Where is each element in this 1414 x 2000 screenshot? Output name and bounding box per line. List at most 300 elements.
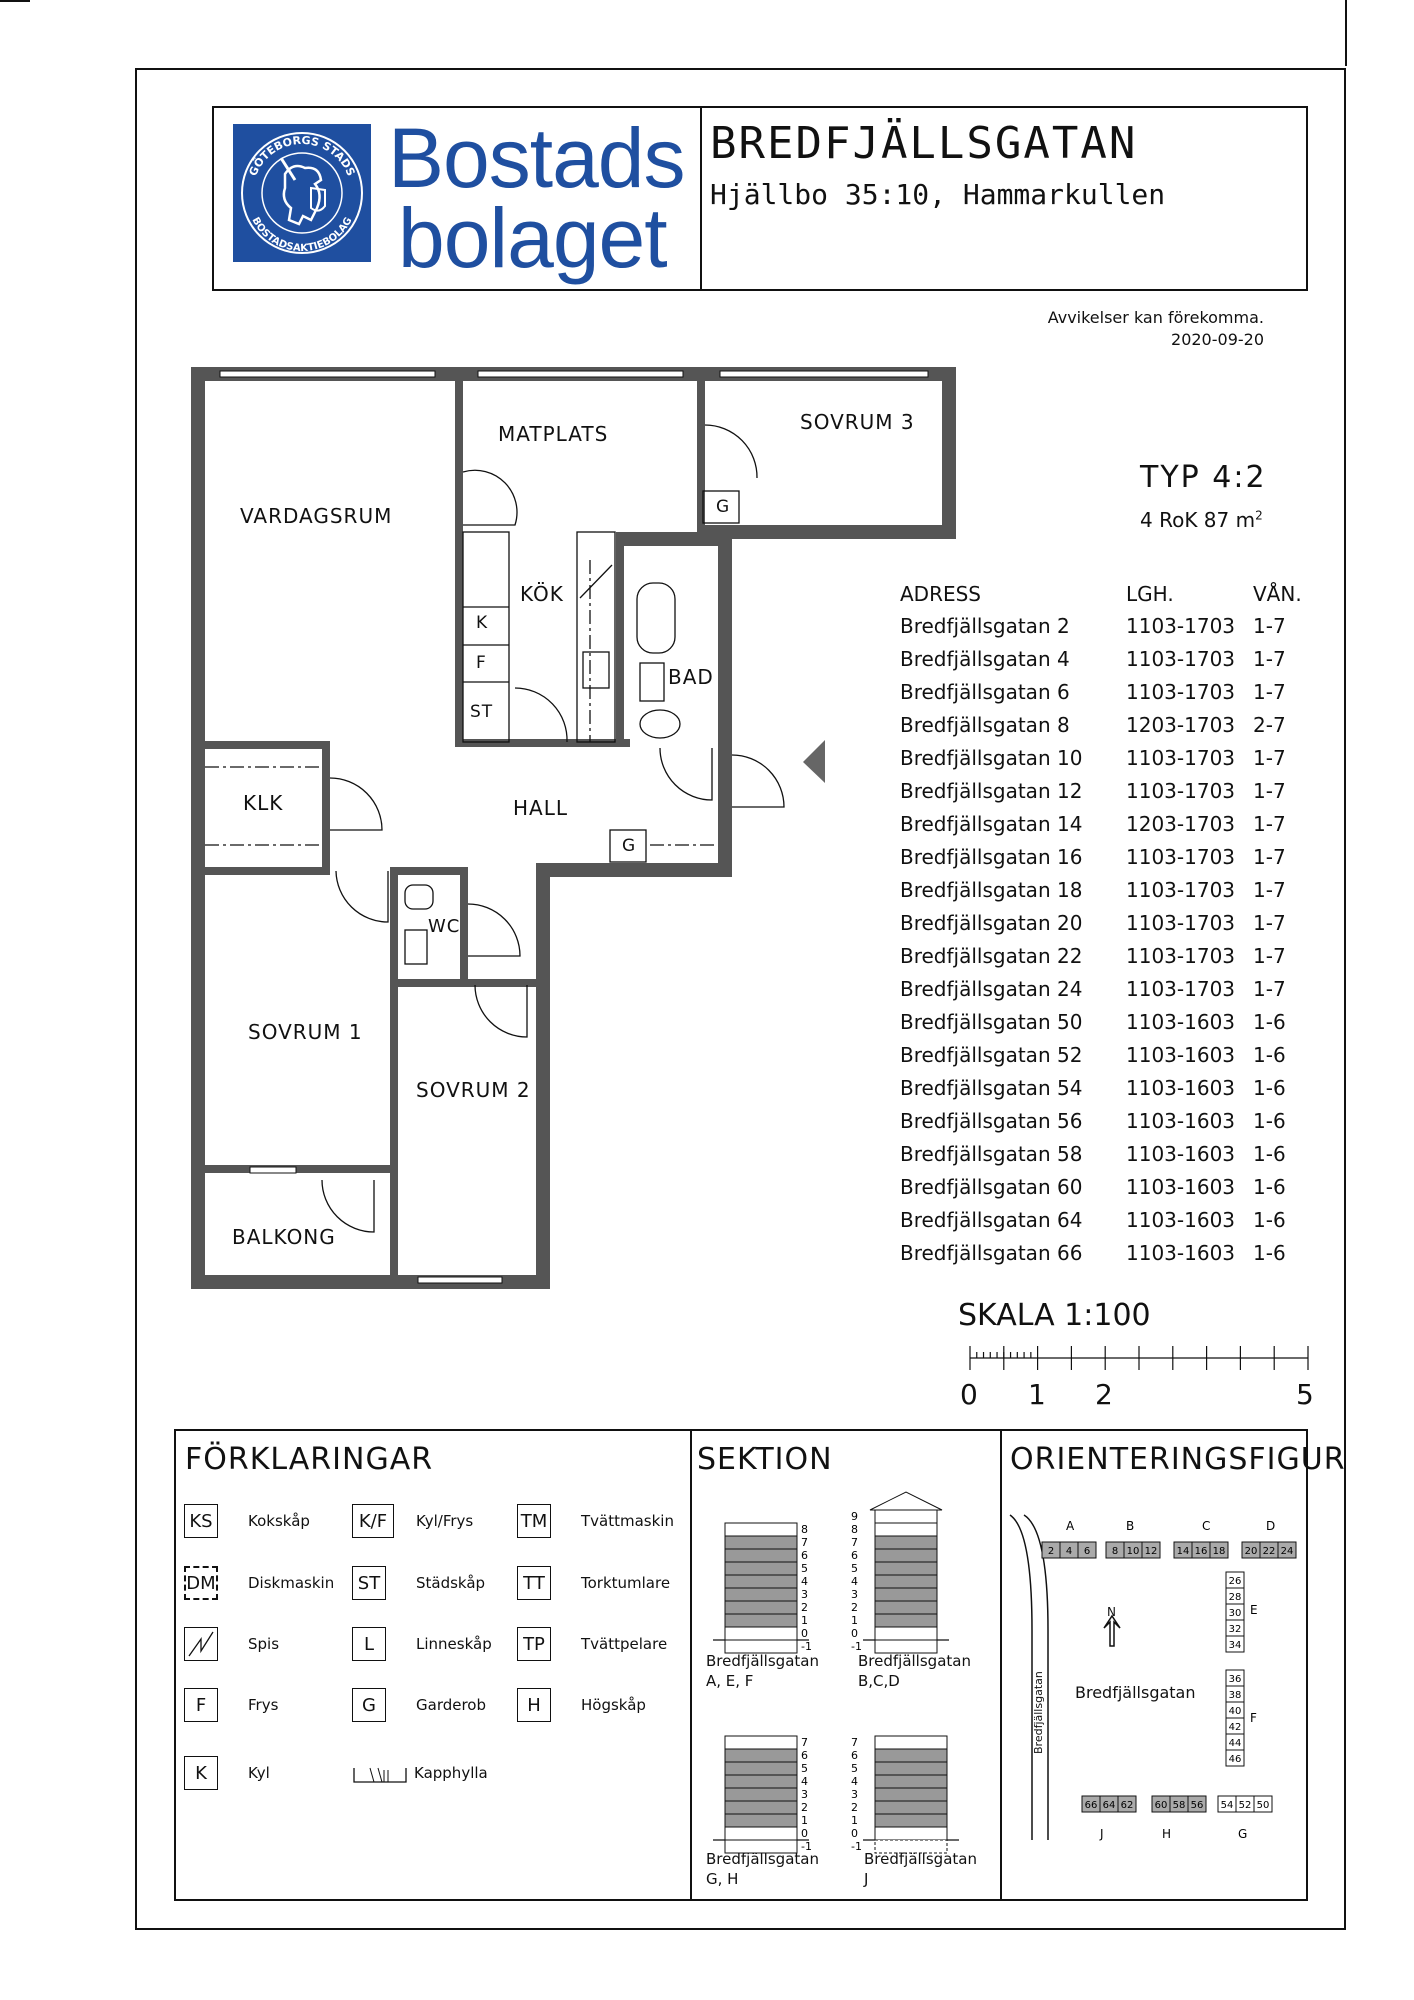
seal-bottom-text: BOSTADSAKTIEBOLAG — [249, 215, 355, 255]
table-row — [900, 911, 1320, 944]
section-floor-number: 2 — [801, 1601, 808, 1614]
floor-range-cell: 1-6 — [1253, 1043, 1286, 1067]
apartment-range-cell: 1103-1703 — [1126, 647, 1236, 671]
building-number: 8 — [1111, 1546, 1119, 1557]
table-header-row — [900, 582, 1320, 614]
building-number: 22 — [1262, 1546, 1276, 1557]
legend-symbol: TT — [517, 1566, 551, 1600]
legend-label: Kyl — [248, 1764, 270, 1782]
legend-symbol: H — [517, 1688, 551, 1722]
section-floor — [875, 1827, 947, 1840]
section-floor-number: 6 — [851, 1749, 858, 1762]
street-title: BREDFJÄLLSGATAN — [710, 118, 1138, 169]
section-floor-number: -1 — [851, 1640, 862, 1653]
section-floor-number: 5 — [851, 1762, 858, 1775]
table-row — [900, 1010, 1320, 1043]
floor-range-cell: 1-7 — [1253, 911, 1286, 935]
legend-symbol — [184, 1627, 218, 1661]
table-row — [900, 680, 1320, 713]
block-letter: G — [1238, 1827, 1248, 1841]
wall — [718, 532, 732, 877]
floor-range-cell: 1-7 — [1253, 944, 1286, 968]
wall — [616, 532, 624, 747]
block-letter: D — [1266, 1519, 1276, 1533]
apartment-range-cell: 1103-1703 — [1126, 779, 1236, 803]
section-floor-number: 5 — [851, 1562, 858, 1575]
section-floor — [875, 1575, 937, 1588]
section-floor-number: 1 — [801, 1614, 808, 1627]
window — [720, 371, 928, 377]
deviation-notice: Avvikelser kan förekomma. — [1047, 308, 1264, 327]
building-number: 66 — [1084, 1800, 1098, 1811]
section-floor — [725, 1775, 797, 1788]
scale-label: SKALA 1:100 — [958, 1298, 1151, 1333]
building-number: 30 — [1228, 1608, 1242, 1619]
section-floor-number: 4 — [801, 1775, 808, 1788]
legend-label: Tvättpelare — [581, 1635, 668, 1653]
section-floor-number: 5 — [801, 1762, 808, 1775]
floor-range-cell: 1-7 — [1253, 779, 1286, 803]
section-floor — [875, 1749, 947, 1762]
floor-range-cell: 2-7 — [1253, 713, 1286, 737]
apartment-range-cell: 1103-1603 — [1126, 1241, 1236, 1265]
section-g-sub: G, H — [706, 1870, 739, 1888]
wall — [455, 367, 463, 747]
legend-symbol: KS — [184, 1504, 218, 1538]
toilet — [640, 710, 680, 738]
legend-symbol: TM — [517, 1504, 551, 1538]
section-floor — [875, 1788, 947, 1801]
scale-tick-0: 0 — [960, 1378, 978, 1411]
legend-symbol: L — [352, 1627, 386, 1661]
table-header-lgh: LGH. — [1126, 582, 1174, 606]
wall — [697, 367, 705, 532]
address-cell: Bredfjällsgatan 20 — [900, 911, 1083, 935]
kitchen-counter-opposite — [577, 532, 615, 742]
scale-tick-5: 5 — [1296, 1378, 1314, 1411]
apartment-range-cell: 1103-1703 — [1126, 614, 1236, 638]
building-number: 34 — [1228, 1640, 1242, 1651]
floor-range-cell: 1-6 — [1253, 1010, 1286, 1034]
address-cell: Bredfjällsgatan 54 — [900, 1076, 1083, 1100]
room-bad: BAD — [668, 665, 714, 689]
section-floor-number: 0 — [851, 1627, 858, 1640]
section-floor — [875, 1523, 937, 1536]
apartment-range-cell: 1103-1603 — [1126, 1076, 1236, 1100]
block-letter: J — [1100, 1827, 1104, 1841]
building-number: 54 — [1220, 1800, 1234, 1811]
table-row — [900, 1175, 1320, 1208]
legend-label: Torktumlare — [581, 1574, 671, 1592]
door — [330, 778, 382, 830]
address-cell: Bredfjällsgatan 6 — [900, 680, 1070, 704]
section-floor — [875, 1549, 937, 1562]
address-cell: Bredfjällsgatan 22 — [900, 944, 1083, 968]
section-floor — [725, 1549, 797, 1562]
floor-range-cell: 1-7 — [1253, 680, 1286, 704]
wc-toilet — [405, 885, 433, 909]
legend-symbol: F — [184, 1688, 218, 1722]
building-number: 56 — [1190, 1800, 1204, 1811]
orientation-title: ORIENTERINGSFIGUR — [1010, 1442, 1346, 1477]
building-number: 38 — [1228, 1690, 1242, 1701]
room-klk: KLK — [243, 791, 284, 815]
wall — [536, 863, 732, 877]
orientation-side-street-label: Bredfjällsgatan — [1032, 1671, 1045, 1754]
section-floor — [725, 1614, 797, 1627]
address-cell: Bredfjällsgatan 14 — [900, 812, 1083, 836]
apartment-range-cell: 1103-1703 — [1126, 878, 1236, 902]
section-a-name: Bredfjällsgatan — [706, 1652, 819, 1670]
wall — [205, 741, 330, 749]
wall — [616, 532, 732, 546]
table-row — [900, 845, 1320, 878]
wc-basin — [405, 930, 427, 964]
window — [478, 371, 683, 377]
section-floor-number: 6 — [851, 1549, 858, 1562]
building-number: 32 — [1228, 1624, 1242, 1635]
section-floor-number: 1 — [851, 1614, 858, 1627]
section-floor-number: 3 — [851, 1588, 858, 1601]
section-floor-number: 6 — [801, 1549, 808, 1562]
washbasin — [640, 663, 664, 701]
building-number: 16 — [1194, 1546, 1208, 1557]
section-floor-number: 0 — [851, 1827, 858, 1840]
building-number: 42 — [1228, 1722, 1242, 1733]
floor-range-cell: 1-7 — [1253, 977, 1286, 1001]
legend-symbol: K — [184, 1756, 218, 1790]
legend-symbol: TP — [517, 1627, 551, 1661]
table-row — [900, 878, 1320, 911]
section-floor — [725, 1588, 797, 1601]
room-sovrum1: SOVRUM 1 — [248, 1020, 363, 1044]
section-floor — [725, 1601, 797, 1614]
seal-top-text: GÖTEBORGS STADS — [246, 133, 358, 178]
apartment-range-cell: 1203-1703 — [1126, 713, 1236, 737]
door — [336, 871, 388, 922]
door — [468, 904, 520, 956]
room-wc: WC — [428, 916, 461, 937]
section-j-name: Bredfjällsgatan — [864, 1850, 977, 1868]
section-floor — [725, 1749, 797, 1762]
section-a-sub: A, E, F — [706, 1672, 754, 1690]
address-cell: Bredfjällsgatan 8 — [900, 713, 1070, 737]
table-row — [900, 1142, 1320, 1175]
address-cell: Bredfjällsgatan 58 — [900, 1142, 1083, 1166]
section-floor — [875, 1562, 937, 1575]
section-floor-number: 0 — [801, 1827, 808, 1840]
floor-range-cell: 1-6 — [1253, 1076, 1286, 1100]
section-floor-number: 4 — [851, 1575, 858, 1588]
table-row — [900, 746, 1320, 779]
window — [250, 1167, 296, 1173]
floor-range-cell: 1-7 — [1253, 812, 1286, 836]
apartment-range-cell: 1103-1703 — [1126, 680, 1236, 704]
legend-label: Frys — [248, 1696, 279, 1714]
apartment-range-cell: 1203-1703 — [1126, 812, 1236, 836]
scale-bar — [960, 1338, 1320, 1378]
door — [660, 748, 712, 800]
floor-range-cell: 1-6 — [1253, 1208, 1286, 1232]
section-floor — [725, 1801, 797, 1814]
section-floor-number: -1 — [801, 1640, 812, 1653]
section-floor-number: 8 — [801, 1523, 808, 1536]
section-floor — [875, 1801, 947, 1814]
door — [475, 985, 527, 1037]
section-j-sub: J — [864, 1870, 869, 1888]
stove-icon — [186, 1629, 216, 1659]
section-floor — [875, 1736, 947, 1749]
table-row — [900, 977, 1320, 1010]
apartment-range-cell: 1103-1703 — [1126, 944, 1236, 968]
wall — [536, 863, 550, 1289]
table-row — [900, 779, 1320, 812]
building-number: 60 — [1154, 1800, 1168, 1811]
room-vardagsrum: VARDAGSRUM — [240, 504, 393, 528]
apartment-range-cell: 1103-1703 — [1126, 746, 1236, 770]
wall — [322, 741, 330, 871]
table-row — [900, 647, 1320, 680]
north-label: N — [1107, 1605, 1116, 1619]
section-b-name: Bredfjällsgatan — [858, 1652, 971, 1670]
section-floor — [875, 1536, 937, 1549]
section-floor — [725, 1736, 797, 1749]
room-sovrum2: SOVRUM 2 — [416, 1078, 531, 1102]
orientation-street-label: Bredfjällsgatan — [1075, 1683, 1196, 1702]
building-number: 36 — [1228, 1674, 1242, 1685]
floor-range-cell: 1-7 — [1253, 878, 1286, 902]
address-cell: Bredfjällsgatan 16 — [900, 845, 1083, 869]
section-floor — [875, 1601, 937, 1614]
wall — [205, 1165, 390, 1173]
floor-range-cell: 1-7 — [1253, 647, 1286, 671]
address-cell: Bredfjällsgatan 60 — [900, 1175, 1083, 1199]
table-row — [900, 1208, 1320, 1241]
section-floor-number: 1 — [801, 1814, 808, 1827]
fixture-garderob-hall: G — [622, 836, 637, 856]
apartment-range-cell: 1103-1603 — [1126, 1175, 1236, 1199]
section-floor — [725, 1627, 797, 1640]
block-letter: A — [1066, 1519, 1075, 1533]
building-number: 4 — [1065, 1546, 1073, 1557]
room-matplats: MATPLATS — [498, 422, 609, 446]
table-row — [900, 1109, 1320, 1142]
table-header-adress: ADRESS — [900, 582, 982, 606]
fixture-kyl: K — [476, 613, 489, 633]
wall — [460, 867, 468, 987]
wall — [398, 867, 468, 875]
legend-label: Linneskåp — [416, 1635, 492, 1653]
floor-range-cell: 1-6 — [1253, 1109, 1286, 1133]
building-number: 6 — [1083, 1546, 1091, 1557]
address-cell: Bredfjällsgatan 4 — [900, 647, 1070, 671]
room-balkong: BALKONG — [232, 1225, 336, 1249]
logo-word-bostads: Bostads — [388, 111, 685, 205]
address-table — [900, 582, 1320, 1274]
section-floor-number: 0 — [801, 1627, 808, 1640]
legend-symbol: G — [352, 1688, 386, 1722]
table-row — [900, 944, 1320, 977]
unit-type: TYP 4:2 — [1140, 460, 1267, 495]
block-letter: C — [1202, 1519, 1211, 1533]
section-floor — [875, 1588, 937, 1601]
building-number: 12 — [1144, 1546, 1158, 1557]
address-cell: Bredfjällsgatan 50 — [900, 1010, 1083, 1034]
wall — [390, 867, 398, 1275]
section-floor-number: 7 — [851, 1536, 858, 1549]
unit-size-value: 4 RoK 87 m — [1140, 508, 1256, 532]
building-number: 46 — [1228, 1754, 1242, 1765]
building-number: 58 — [1172, 1800, 1186, 1811]
fixture-garderob-sovrum3: G — [716, 497, 731, 517]
unit-size-superscript: 2 — [1255, 508, 1263, 523]
building-number: 52 — [1238, 1800, 1252, 1811]
room-hall: HALL — [513, 796, 569, 820]
wall — [700, 525, 956, 539]
north-arrow-icon — [1104, 1616, 1120, 1646]
sink — [583, 652, 609, 688]
section-floor-number: 3 — [851, 1788, 858, 1801]
building-number: 10 — [1126, 1546, 1140, 1557]
block-letter: E — [1250, 1603, 1258, 1617]
bathtub — [637, 583, 675, 653]
address-cell: Bredfjällsgatan 24 — [900, 977, 1083, 1001]
apartment-range-cell: 1103-1603 — [1126, 1109, 1236, 1133]
legend-symbol: ST — [352, 1566, 386, 1600]
address-cell: Bredfjällsgatan 66 — [900, 1241, 1083, 1265]
floor-range-cell: 1-7 — [1253, 614, 1286, 638]
building-number: 18 — [1212, 1546, 1226, 1557]
legend-symbol — [352, 1756, 408, 1790]
wall — [455, 739, 630, 747]
section-b-sub: B,C,D — [858, 1672, 900, 1690]
section-floor-number: -1 — [801, 1840, 812, 1853]
section-floor — [875, 1762, 947, 1775]
section-floor — [725, 1814, 797, 1827]
floor-range-cell: 1-6 — [1253, 1175, 1286, 1199]
section-floor-number: 9 — [851, 1510, 858, 1523]
building-number: 24 — [1280, 1546, 1294, 1557]
scale-tick-2: 2 — [1095, 1378, 1113, 1411]
section-floor-number: 8 — [851, 1523, 858, 1536]
wall — [191, 367, 205, 1289]
floor-range-cell: 1-7 — [1253, 746, 1286, 770]
legend-label: Diskmaskin — [248, 1574, 335, 1592]
building-number: 50 — [1256, 1800, 1270, 1811]
building-number: 40 — [1228, 1706, 1242, 1717]
building-number: 44 — [1228, 1738, 1242, 1749]
section-floor-number: 4 — [851, 1775, 858, 1788]
building-number: 28 — [1228, 1592, 1242, 1603]
address-cell: Bredfjällsgatan 52 — [900, 1043, 1083, 1067]
building-number: 14 — [1176, 1546, 1190, 1557]
door — [463, 470, 517, 525]
floor-range-cell: 1-7 — [1253, 845, 1286, 869]
table-row — [900, 1043, 1320, 1076]
building-number: 64 — [1102, 1800, 1116, 1811]
wall — [205, 867, 330, 875]
address-cell: Bredfjällsgatan 64 — [900, 1208, 1083, 1232]
fixture-frys: F — [476, 653, 487, 673]
drawing-date: 2020-09-20 — [1171, 330, 1264, 349]
section-floor-number: 2 — [801, 1801, 808, 1814]
section-floor — [725, 1827, 797, 1840]
legend-symbol: DM — [184, 1566, 218, 1600]
section-roof — [870, 1492, 942, 1510]
section-floor-number: 6 — [801, 1749, 808, 1762]
table-header-van: VÅN. — [1253, 582, 1302, 606]
floor-range-cell: 1-6 — [1253, 1241, 1286, 1265]
section-floor-number: 5 — [801, 1562, 808, 1575]
legend-label: Kokskåp — [248, 1512, 310, 1530]
section-floor-number: 2 — [851, 1601, 858, 1614]
section-floor — [875, 1614, 937, 1627]
section-floor-number: 7 — [851, 1736, 858, 1749]
legend-label: Garderob — [416, 1696, 487, 1714]
building-number: 62 — [1120, 1800, 1134, 1811]
section-g-name: Bredfjällsgatan — [706, 1850, 819, 1868]
table-row — [900, 713, 1320, 746]
table-row — [900, 1076, 1320, 1109]
table-row — [900, 614, 1320, 647]
room-kok: KÖK — [520, 582, 564, 606]
door — [515, 688, 567, 742]
floor-range-cell: 1-6 — [1253, 1142, 1286, 1166]
address-cell: Bredfjällsgatan 12 — [900, 779, 1083, 803]
door — [705, 425, 757, 478]
wall — [942, 367, 956, 539]
logo-word-bolaget: bolaget — [398, 191, 667, 285]
entrance-arrow-icon — [803, 740, 825, 783]
apartment-range-cell: 1103-1703 — [1126, 911, 1236, 935]
section-floor-number: 3 — [801, 1588, 808, 1601]
legend-label: Högskåp — [581, 1696, 646, 1714]
legend-label: Kapphylla — [414, 1764, 488, 1782]
section-floor — [875, 1510, 937, 1523]
building-number: 2 — [1047, 1546, 1055, 1557]
section-floor-number: 7 — [801, 1536, 808, 1549]
section-floor — [875, 1775, 947, 1788]
section-floor — [725, 1788, 797, 1801]
section-floor-number: 4 — [801, 1575, 808, 1588]
legend-symbol: K/F — [352, 1504, 394, 1538]
section-floor-number: 1 — [851, 1814, 858, 1827]
apartment-range-cell: 1103-1603 — [1126, 1208, 1236, 1232]
apartment-range-cell: 1103-1703 — [1126, 977, 1236, 1001]
table-row — [900, 1241, 1320, 1274]
entrance-door — [732, 755, 784, 807]
fixture-stadskap: ST — [470, 702, 494, 722]
section-floor — [725, 1523, 797, 1536]
legend-title: FÖRKLARINGAR — [185, 1442, 434, 1477]
table-row — [900, 812, 1320, 845]
section-floor — [725, 1562, 797, 1575]
section-floor-number: 7 — [801, 1736, 808, 1749]
section-floor — [875, 1814, 947, 1827]
coat-rack-icon — [352, 1758, 408, 1788]
address-cell: Bredfjällsgatan 2 — [900, 614, 1070, 638]
window — [220, 371, 435, 377]
building-number: 20 — [1244, 1546, 1258, 1557]
legend-label: Kyl/Frys — [416, 1512, 474, 1530]
address-cell: Bredfjällsgatan 56 — [900, 1109, 1083, 1133]
block-letter: F — [1250, 1711, 1257, 1725]
room-sovrum3: SOVRUM 3 — [800, 410, 915, 434]
apartment-range-cell: 1103-1603 — [1126, 1043, 1236, 1067]
building-number: 26 — [1228, 1576, 1242, 1587]
section-floor — [725, 1575, 797, 1588]
apartment-range-cell: 1103-1603 — [1126, 1010, 1236, 1034]
